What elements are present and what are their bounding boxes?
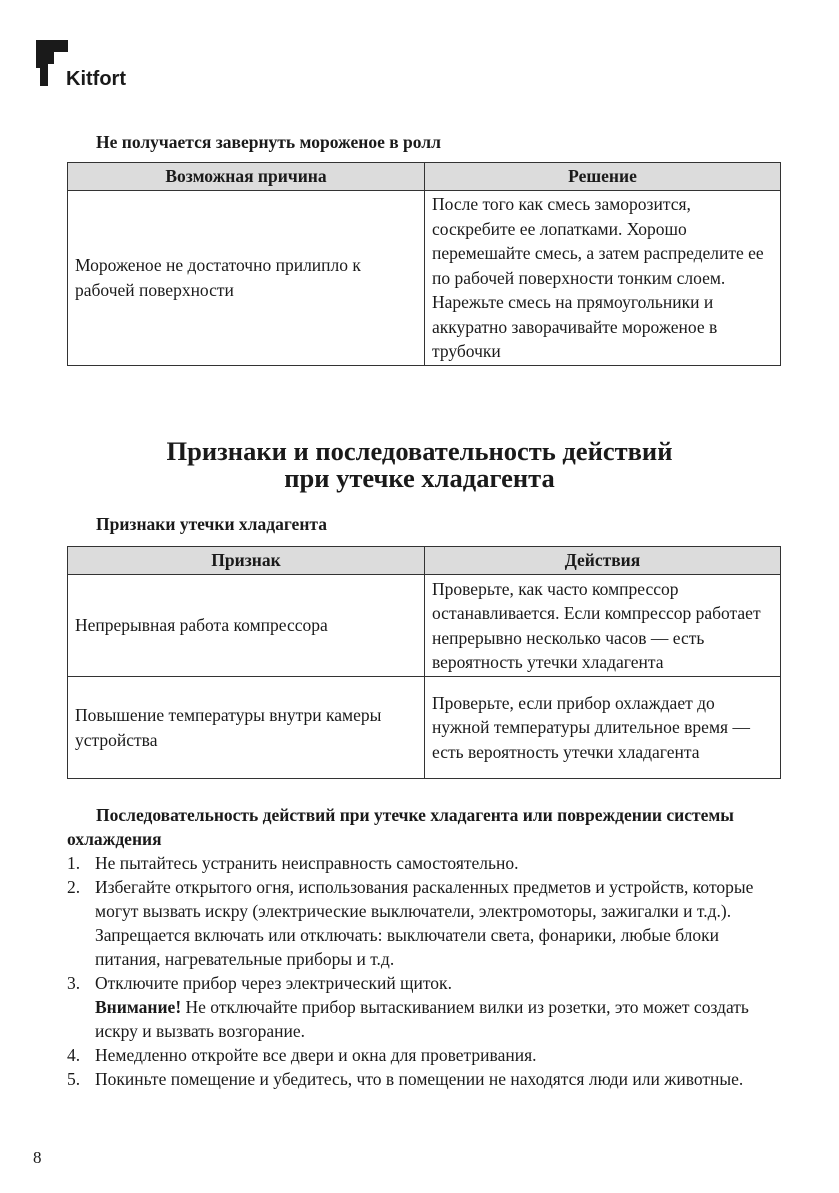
leak-signs-heading: Признаки утечки хладагента: [96, 514, 327, 534]
step-number: 3.: [67, 973, 81, 993]
column-header-sign: Признак: [68, 547, 425, 575]
roll-problem-heading: Не получается завернуть мороженое в ролл: [96, 132, 441, 152]
table-row: [68, 575, 781, 677]
sign-cell: Повышение температуры внутри камеры устройства: [68, 677, 425, 779]
list-item: [67, 1043, 781, 1067]
table-header-row: [68, 163, 781, 191]
step-text: Не пытайтесь устранить неисправность самостоятельно.: [95, 853, 519, 873]
step-text: Избегайте открытого огня, использования раскаленных предметов и устройств, которые могут вызвать искру (электрические выключатели, электромоторы, зажигалки и т.д.). Запрещается включать или отключать: выключатели света, фонарики, любые блоки питания, нагревательные приборы и т.д.: [95, 877, 754, 969]
step-text: Отключите прибор через электрический щиток.: [95, 973, 452, 993]
list-item: [67, 971, 781, 1043]
page-number: 8: [33, 1148, 42, 1167]
table-row: [68, 191, 781, 366]
column-header-solution: Решение: [425, 163, 781, 191]
roll-troubleshooting-table: [67, 162, 781, 366]
list-item: [67, 851, 781, 875]
table-row: [68, 677, 781, 779]
column-header-cause: Возможная причина: [68, 163, 425, 191]
brand-logo: [34, 38, 154, 90]
action-sequence-heading: Последовательность действий при утечке хладагента или повреждении системы охлаждения: [67, 805, 734, 849]
section-title-line-2: при утечке хладагента: [284, 463, 555, 493]
list-item: [67, 1067, 781, 1091]
cause-cell: Мороженое не достаточно прилипло к рабочей поверхности: [68, 191, 425, 366]
leak-signs-table: [67, 546, 781, 779]
step-number: 5.: [67, 1069, 81, 1089]
step-number: 2.: [67, 877, 81, 897]
section-title: [0, 438, 839, 492]
action-cell: Проверьте, если прибор охлаждает до нужной температуры длительное время — есть вероятность утечки хладагента: [425, 677, 781, 779]
warning-label: Внимание!: [95, 997, 182, 1017]
brand-name: Kitfort: [66, 68, 126, 90]
action-cell: Проверьте, как часто компрессор останавливается. Если компрессор работает непрерывно несколько часов — есть вероятность утечки хладагента: [425, 575, 781, 677]
section-title-line-1: Признаки и последовательность действий: [166, 436, 673, 466]
step-number: 1.: [67, 853, 81, 873]
step-text: Немедленно откройте все двери и окна для проветривания.: [95, 1045, 537, 1065]
action-steps-list: [67, 851, 781, 1091]
sign-cell: Непрерывная работа компрессора: [68, 575, 425, 677]
table-header-row: [68, 547, 781, 575]
warning-text: Не отключайте прибор вытаскиванием вилки из розетки, это может создать искру и вызвать возгорание.: [95, 997, 749, 1041]
solution-cell: После того как смесь заморозится, соскребите ее лопатками. Хорошо перемешайте смесь, а затем распределите ее по рабочей поверхности тонким слоем. Нарежьте смесь на прямоугольники и аккуратно заворачивайте мороженое в трубочки: [425, 191, 781, 366]
step-text: Покиньте помещение и убедитесь, что в помещении не находятся люди или животные.: [95, 1069, 744, 1089]
step-number: 4.: [67, 1045, 81, 1065]
list-item: [67, 875, 781, 971]
column-header-action: Действия: [425, 547, 781, 575]
